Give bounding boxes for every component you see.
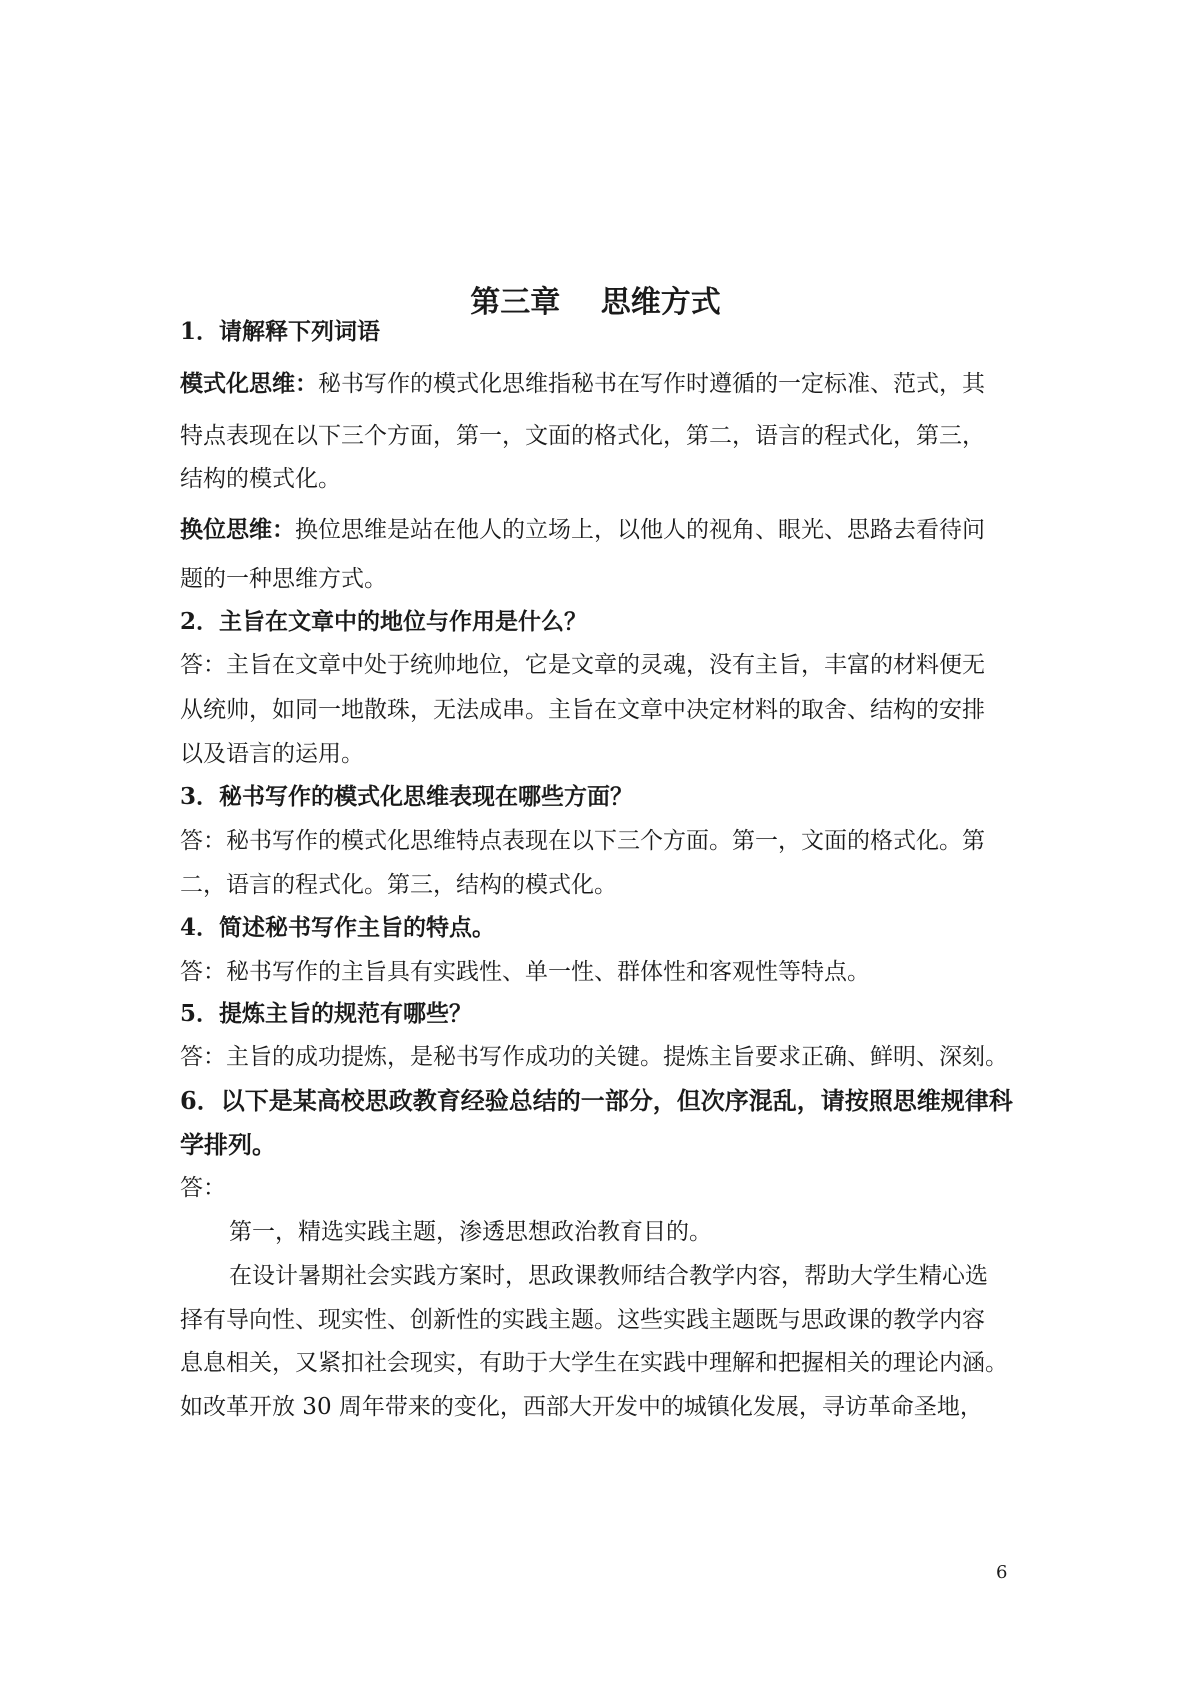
paragraph-line: 第一，精选实践主题，渗透思想政治教育目的。 [229, 1219, 712, 1245]
term-colon: ： [272, 516, 295, 543]
term-definition-line: 结构的模式化。 [180, 466, 341, 492]
term-perspective-thinking [180, 515, 1010, 545]
question-6-heading: 学排列。 [180, 1130, 276, 1159]
answer-line: 答：主旨在文章中处于统帅地位，它是文章的灵魂，没有主旨，丰富的材料便无 [180, 652, 985, 678]
question-6-heading: 6．以下是某高校思政教育经验总结的一部分，但次序混乱，请按照思维规律科 [180, 1086, 1013, 1115]
term-definition-line: 秘书写作的模式化思维指秘书在写作时遵循的一定标准、范式，其 [318, 371, 985, 397]
chapter-title: 第三章 思维方式 [470, 285, 721, 320]
question-2-heading: 2．主旨在文章中的地位与作用是什么？ [180, 608, 588, 635]
term-name: 换位思维 [180, 517, 272, 543]
answer-line: 二，语言的程式化。第三，结构的模式化。 [180, 872, 617, 898]
term-name: 模式化思维 [180, 371, 295, 397]
paragraph-line: 如改革开放 30 周年带来的变化，西部大开发中的城镇化发展，寻访革命圣地， [180, 1394, 983, 1420]
page-number: 6 [996, 1562, 1008, 1583]
answer-line: 答：秘书写作的主旨具有实践性、单一性、群体性和客观性等特点。 [180, 959, 870, 985]
question-4-heading: 4．简述秘书写作主旨的特点。 [180, 914, 496, 941]
term-colon: ： [295, 370, 318, 397]
term-definition-line: 换位思维是站在他人的立场上，以他人的视角、眼光、思路去看待问 [295, 517, 985, 543]
answer-line: 以及语言的运用。 [180, 741, 364, 767]
term-definition-line: 特点表现在以下三个方面，第一，文面的格式化，第二，语言的程式化，第三， [180, 423, 985, 449]
term-definition-line: 题的一种思维方式。 [180, 566, 387, 592]
answer-line: 答：主旨的成功提炼，是秘书写作成功的关键。提炼主旨要求正确、鲜明、深刻。 [180, 1044, 1008, 1070]
answer-line: 答：秘书写作的模式化思维特点表现在以下三个方面。第一，文面的格式化。第 [180, 828, 985, 854]
question-3-heading: 3．秘书写作的模式化思维表现在哪些方面？ [180, 783, 634, 810]
question-5-heading: 5．提炼主旨的规范有哪些？ [180, 1000, 473, 1027]
question-1-heading: 1．请解释下列词语 [180, 318, 381, 345]
answer-line: 从统帅，如同一地散珠，无法成串。主旨在文章中决定材料的取舍、结构的安排 [180, 697, 985, 723]
paragraph-line: 择有导向性、现实性、创新性的实践主题。这些实践主题既与思政课的教学内容 [180, 1307, 985, 1333]
paragraph-line: 息息相关，又紧扣社会现实，有助于大学生在实践中理解和把握相关的理论内涵。 [180, 1350, 1008, 1376]
term-modular-thinking [180, 369, 1010, 399]
answer-label: 答： [180, 1175, 226, 1201]
paragraph-line: 在设计暑期社会实践方案时，思政课教师结合教学内容，帮助大学生精心选 [229, 1263, 988, 1289]
